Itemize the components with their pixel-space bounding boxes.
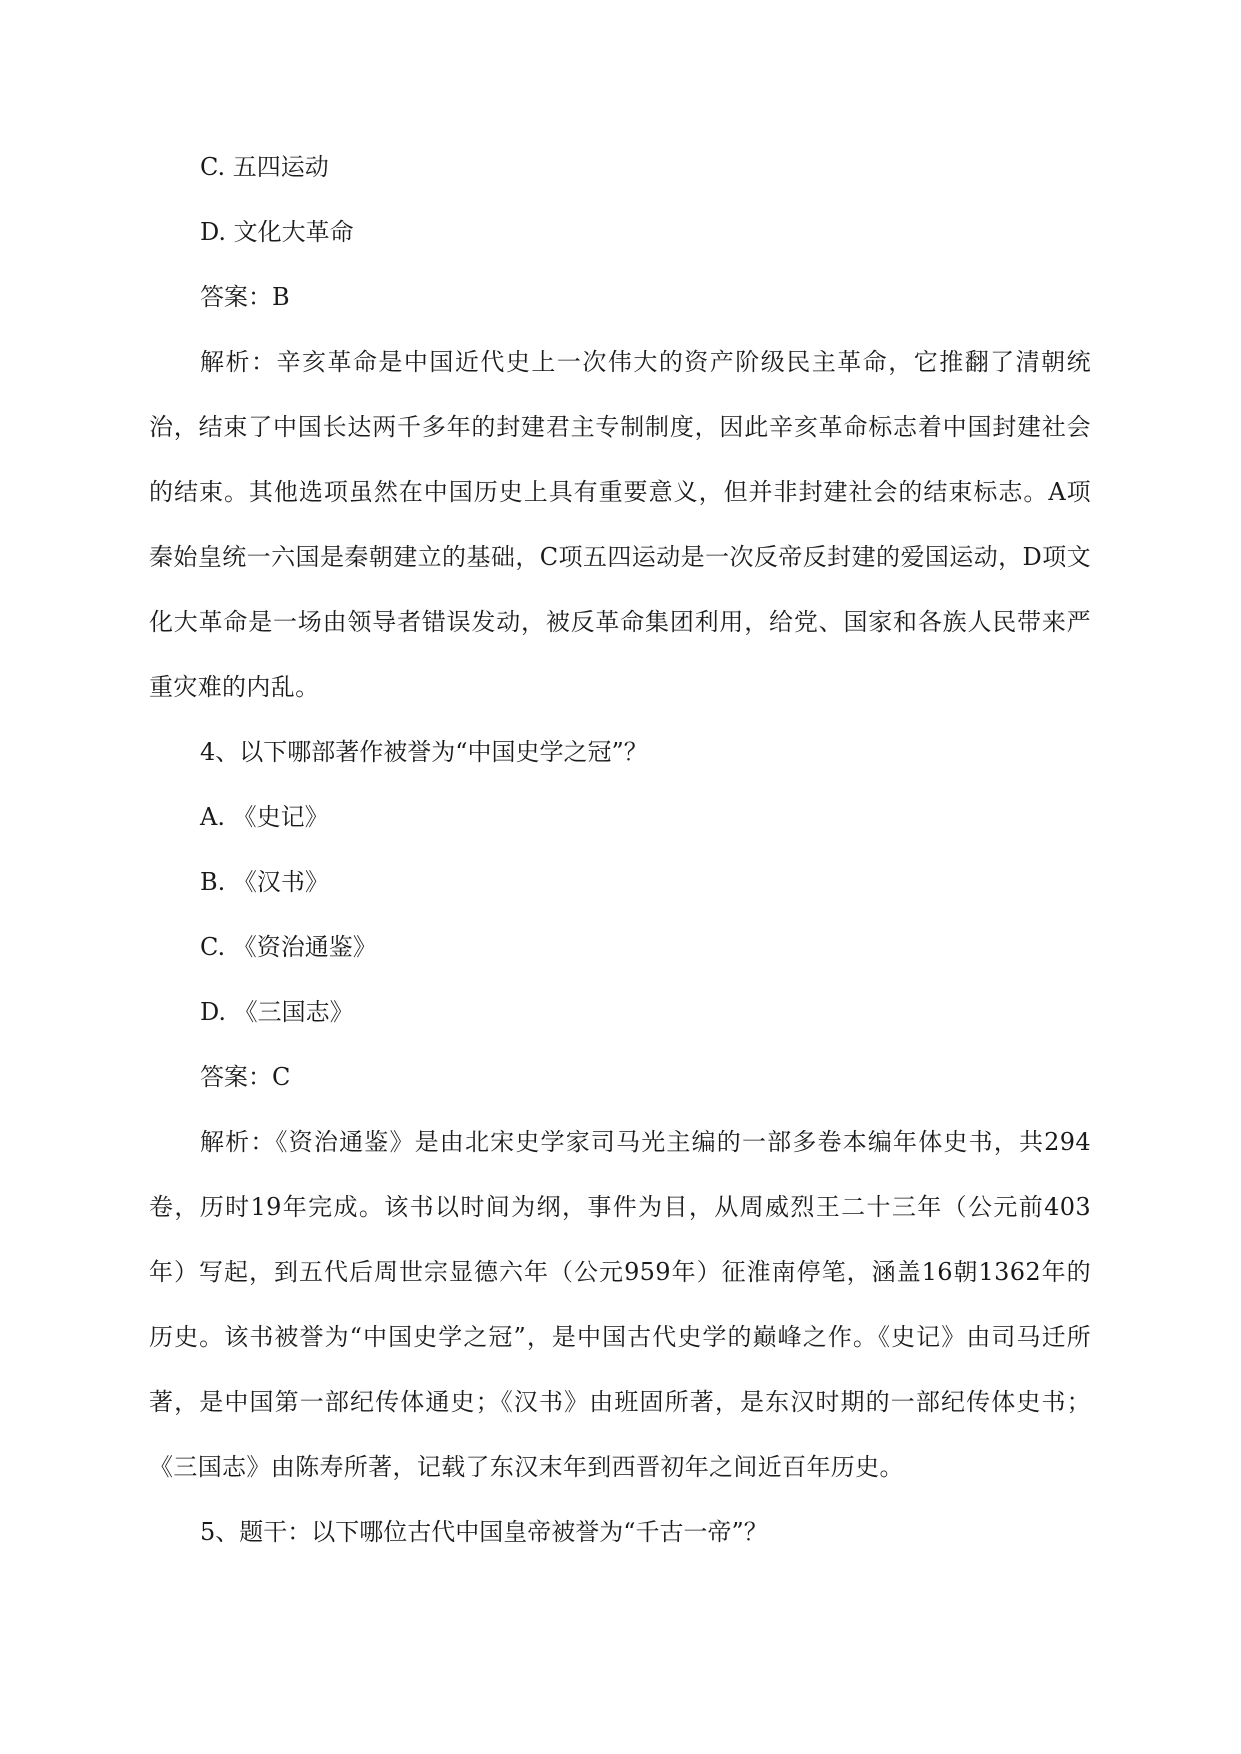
q3-answer: 答案：B [200,283,290,311]
q4-option-d: D. 《三国志》 [200,998,354,1026]
q3-option-d: D. 文化大革命 [200,218,354,246]
q4-option-c: C. 《资治通鉴》 [200,933,377,961]
q5-question: 5、题干：以下哪位古代中国皇帝被誉为“千古一帝”？ [200,1518,768,1546]
q4-option-a: A. 《史记》 [200,803,329,831]
q3-option-c: C. 五四运动 [200,153,329,181]
q4-answer: 答案：C [200,1063,291,1091]
q4-analysis: 解析：《资治通鉴》是由北宋史学家司马光主编的一部多卷本编年体史书，共294卷，历时19年完成。该书以时间为纲，事件为目，从周威烈王二十三年（公元前403年）写起，到五代后周世宗显德六年（公元959年）征淮南停笔，涵盖16朝1362年的历史。该书被誉为“中国史学之冠”，是中国古代史学的巅峰之作。《史记》由司马迁所著，是中国第一部纪传体通史；《汉书》由班固所著，是东汉时期的一部纪传体史书；《三国志》由陈寿所著，记载了东汉末年到西晋初年之间近百年历史。 [149,1128,1091,1481]
q4-option-b: B. 《汉书》 [200,868,329,896]
q4-question: 4、以下哪部著作被誉为“中国史学之冠”？ [200,738,648,766]
q3-analysis: 解析：辛亥革命是中国近代史上一次伟大的资产阶级民主革命，它推翻了清朝统治，结束了中国长达两千多年的封建君主专制制度，因此辛亥革命标志着中国封建社会的结束。其他选项虽然在中国历史上具有重要意义，但并非封建社会的结束标志。A项秦始皇统一六国是秦朝建立的基础，C项五四运动是一次反帝反封建的爱国运动，D项文化大革命是一场由领导者错误发动，被反革命集团利用，给党、国家和各族人民带来严重灾难的内乱。 [149,348,1091,701]
